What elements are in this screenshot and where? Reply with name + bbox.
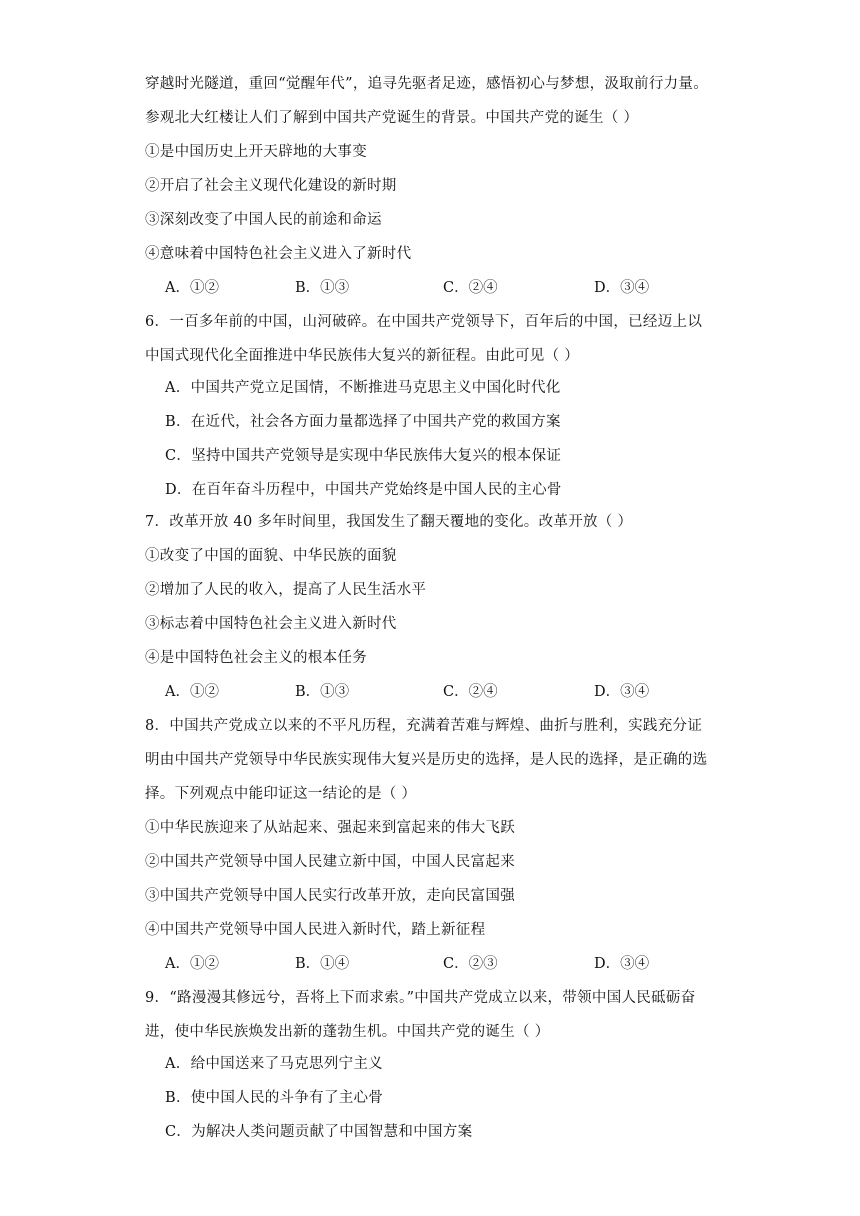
- question-stem-line: 穿越时光隧道，重回“觉醒年代”，追寻先驱者足迹，感悟初心与梦想，汲取前行力量。: [145, 76, 709, 92]
- answer-choice-d: D．在百年奋斗历程中，中国共产党始终是中国人民的主心骨: [165, 482, 562, 498]
- answer-option-a: A．①②: [165, 280, 219, 296]
- question-stem-line: 7．改革开放 40 多年时间里，我国发生了翻天覆地的变化。改革开放（ ）: [145, 514, 633, 530]
- answer-option-d: D．③④: [594, 684, 650, 700]
- statement-item: ③标志着中国特色社会主义进入新时代: [145, 616, 397, 632]
- answer-choice-c: C．为解决人类问题贡献了中国智慧和中国方案: [165, 1124, 473, 1140]
- answer-option-c: C．②④: [443, 280, 498, 296]
- question-stem-line: 6．一百多年前的中国，山河破碎。在中国共产党领导下，百年后的中国，已经迈上以: [145, 314, 703, 330]
- answer-choice-b: B．使中国人民的斗争有了主心骨: [165, 1090, 384, 1106]
- question-stem-line: 进，使中华民族焕发出新的蓬勃生机。中国共产党的诞生（ ）: [145, 1024, 550, 1040]
- statement-item: ③中国共产党领导中国人民实行改革开放，走向民富国强: [145, 888, 515, 904]
- statement-item: ①中华民族迎来了从站起来、强起来到富起来的伟大飞跃: [145, 820, 515, 836]
- statement-item: ②开启了社会主义现代化建设的新时期: [145, 178, 397, 194]
- answer-option-b: B．①③: [295, 684, 350, 700]
- answer-option-c: C．②④: [443, 684, 498, 700]
- answer-option-c: C．②③: [443, 956, 498, 972]
- answer-choice-a: A．中国共产党立足国情，不断推进马克思主义中国化时代化: [165, 380, 561, 396]
- question-stem-line: 参观北大红楼让人们了解到中国共产党诞生的背景。中国共产党的诞生（ ）: [145, 110, 639, 126]
- answer-option-b: B．①③: [295, 280, 350, 296]
- statement-item: ①是中国历史上开天辟地的大事变: [145, 144, 367, 160]
- statement-item: ④意味着中国特色社会主义进入了新时代: [145, 246, 412, 262]
- question-stem-line: 9．“路漫漫其修远兮，吾将上下而求索。”中国共产党成立以来，带领中国人民砥砺奋: [145, 990, 696, 1006]
- statement-item: ④中国共产党领导中国人民进入新时代，踏上新征程: [145, 922, 486, 938]
- answer-option-d: D．③④: [594, 280, 650, 296]
- statement-item: ②增加了人民的收入，提高了人民生活水平: [145, 582, 427, 598]
- statement-item: ④是中国特色社会主义的根本任务: [145, 650, 367, 666]
- answer-option-b: B．①④: [295, 956, 350, 972]
- answer-choice-b: B．在近代，社会各方面力量都选择了中国共产党的救国方案: [165, 414, 561, 430]
- statement-item: ③深刻改变了中国人民的前途和命运: [145, 212, 382, 228]
- statement-item: ①改变了中国的面貌、中华民族的面貌: [145, 548, 397, 564]
- question-stem-line: 明由中国共产党领导中华民族实现伟大复兴是历史的选择，是人民的选择，是正确的选: [145, 752, 708, 768]
- question-stem-line: 择。下列观点中能印证这一结论的是（ ）: [145, 786, 417, 802]
- answer-choice-c: C．坚持中国共产党领导是实现中华民族伟大复兴的根本保证: [165, 448, 562, 464]
- statement-item: ②中国共产党领导中国人民建立新中国，中国人民富起来: [145, 854, 515, 870]
- answer-choice-a: A．给中国送来了马克思列宁主义: [165, 1056, 383, 1072]
- question-stem-line: 8．中国共产党成立以来的不平凡历程，充满着苦难与辉煌、曲折与胜利，实践充分证: [145, 718, 703, 734]
- answer-option-a: A．①②: [165, 684, 219, 700]
- answer-option-d: D．③④: [594, 956, 650, 972]
- question-stem-line: 中国式现代化全面推进中华民族伟大复兴的新征程。由此可见（ ）: [145, 348, 580, 364]
- answer-option-a: A．①②: [165, 956, 219, 972]
